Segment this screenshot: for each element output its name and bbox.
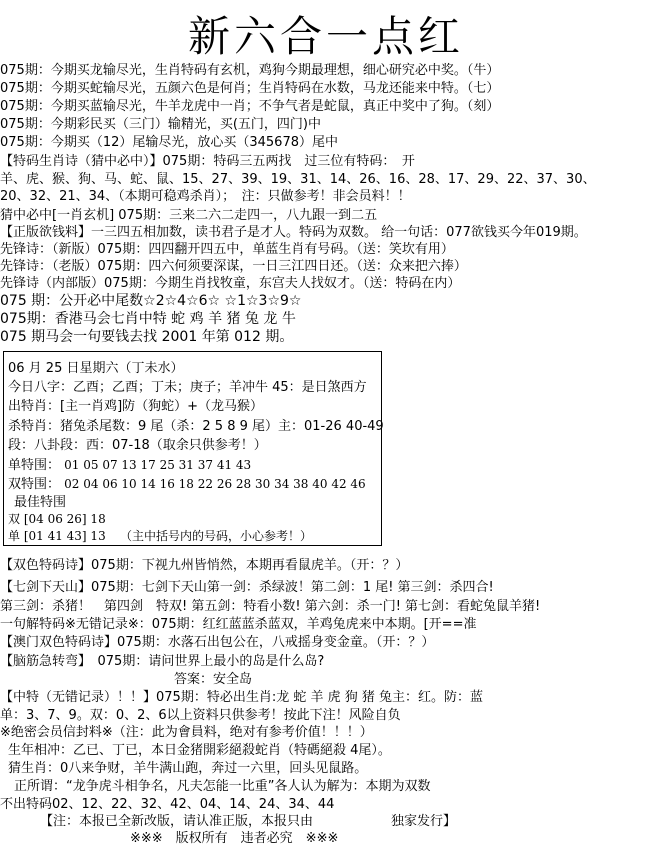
double-numbers: 02 04 06 10 14 16 18 22 26 28 30 34 38 40 42 46 <box>64 477 366 491</box>
text-line: 【中特（无错记录）！！】075期：特必出生肖:龙 蛇 羊 虎 狗 猪 兔主：红。防：蓝 <box>0 690 483 705</box>
text-line: 【双色特码诗】075期：下视九州皆悄然，本期再看鼠虎羊。（开：？） <box>0 558 409 573</box>
text-line: 075期：今期彩民买（三门）输精光，买(五门，四门)中 <box>0 117 321 132</box>
text-line: 第三剑：杀猪！ 第四剑 特双! 第五剑：特看小数! 第六剑：杀一门! 第七剑：看蛇兔鼠羊猪! <box>0 599 541 614</box>
box-best-note: （主中括号内的号码，小心参考！） <box>120 529 313 543</box>
text-line: 先锋诗：（老版）075期：四六何须要深谋，一日三江四日还。（送：众来把六捧） <box>0 259 467 274</box>
text-line: 猜生肖：0八来争财，羊牛满山跑，奔过一六里，回头见鼠路。 <box>8 761 368 776</box>
text-line: 075期：今期买蓝输尽光，牛羊龙虎中一肖；不争气者是蛇鼠，真正中奖中了狗。（刻） <box>0 99 500 114</box>
text-line: 075 期马会一句要钱去找 2001 年第 012 期。 <box>0 329 294 345</box>
box-single-range <box>8 457 251 474</box>
text-line: 【脑筋急转弯】 075期：请问世界上最小的岛是什么岛? <box>0 654 325 669</box>
text-line: 【注：本报已全新改版，请认准正版，本报只由 独家发行】 <box>40 814 457 829</box>
text-line: 正所谓：“龙争虎斗相争名，凡夫怎能一比重”各人认为解为：本期为双数 <box>14 779 431 794</box>
text-line: 先锋诗：（新版）075期：四四翻开四五中，单蓝生肖有号码。（送：笑坎有用） <box>0 242 454 257</box>
text-line: 单：3、7、9。双：0、2、6以上资料只供参考！按此下注！风险自负 <box>0 708 401 723</box>
single-label: 单特围： <box>8 458 61 473</box>
text-line: 【七剑下天山】075期：七剑下天山第一剑：杀绿波！第二剑：1 尾! 第三剑：杀四合! <box>0 580 494 595</box>
box-kill: 杀特肖：猪兔杀尾数：9 尾（杀：2 5 8 9 尾）主：01-26 40-49 <box>8 419 384 434</box>
box-double-range <box>8 476 366 493</box>
prediction-box <box>3 351 382 546</box>
text-line: 075 期：公开必中尾数☆2☆4☆6☆ ☆1☆3☆9☆ <box>0 293 302 309</box>
text-line: 不出特码02、12、22、32、42、04、14、24、34、44 <box>0 797 335 812</box>
text-line: 生年相冲：乙已、丁已，本日金猪開彩絕殺蛇肖（特碼絕殺 4尾）。 <box>8 743 391 758</box>
text-line: 075期：今期买（12）尾输尽光，放心买（345678）尾中 <box>0 135 338 150</box>
single-numbers: 01 05 07 13 17 25 31 37 41 43 <box>64 458 252 472</box>
text-line: ※绝密会员信封料※（注：此为會員料，绝对有参考价值！！！） <box>0 725 373 740</box>
text-line: 075期：今期买蛇输尽光，五颜六色是何肖；生肖特码在水数，马龙还能来中特。（七） <box>0 81 500 96</box>
double-label: 双特围： <box>8 477 61 492</box>
text-line: 先锋诗（内部版）075期：今期生肖找牧童，东宫夫人找奴才。（送：特码在内） <box>0 276 461 291</box>
box-date: 06 月 25 日星期六（丁未水） <box>8 361 184 376</box>
text-line: 【澳门双色特码诗】075期：水落石出包公在，八戒摇身变金童。（开：？） <box>0 635 435 650</box>
text-line: 075期：香港马会七肖中特 蛇 鸡 羊 猪 兔 龙 牛 <box>0 311 296 327</box>
text-line: 猜中必中[一肖玄机] 075期：三来二六二走四一，八九跟一到二五 <box>0 208 378 223</box>
text-line: 075期：今期买龙输尽光，生肖特码有玄机，鸡狗今期最理想，细心研究必中奖。（牛） <box>0 63 500 78</box>
text-line: 答案：安全岛 <box>174 672 253 687</box>
text-line: 20、32、21、34、（本期可稳鸡杀肖）； 注：只做参考！非会员料！！ <box>0 189 411 204</box>
box-best-double: 双 [04 06 26] 18 <box>8 512 106 526</box>
text-line: 羊、虎、猴、狗、马、蛇、鼠、15、27、39、19、31、14、26、16、28、17、29、22、37、30、 <box>0 172 596 187</box>
text-line: 【正版欲钱料】一三四五相加数，读书君子是才人。特码为双数。 给一句话：077欲钱买今年019期。 <box>0 225 587 240</box>
footer-copyright: ※※※ 版权所有 违者必究 ※※※ <box>130 831 339 846</box>
text-line: 一句解特码※无错记录※：075期：红红蓝蓝杀蓝双，羊鸡兔虎来中本期。[开==准 <box>0 617 477 632</box>
box-out-zodiac: 出特肖：[主一肖鸡]防（狗蛇）+（龙马猴） <box>8 399 264 414</box>
box-best-single: 单 [01 41 43] 13 <box>8 529 106 543</box>
box-eight-chars: 今日八字：乙酉；乙酉；丁未；庚子；羊冲牛 45：是日煞西方 <box>8 380 367 395</box>
box-best-label: 最佳特围 <box>14 495 67 510</box>
page-title: 新六合一点红 <box>187 12 464 61</box>
box-segment: 段：八卦段：西：07-18（取余只供参考！） <box>8 438 267 453</box>
text-line: 【特码生肖诗（猜中必中）】075期：特码三五两找 过三位有特码： 开 <box>0 154 415 169</box>
